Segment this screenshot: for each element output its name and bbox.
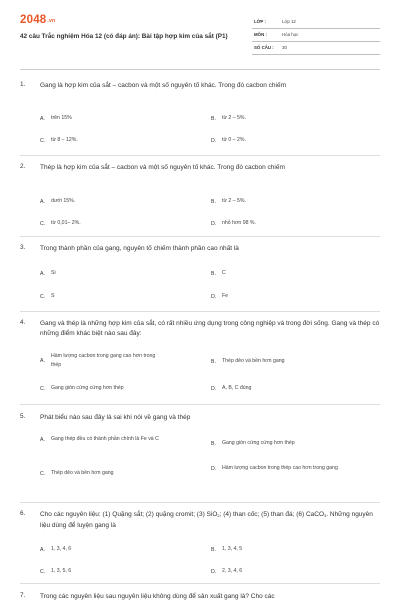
question-text: Gang là hợp kim của sắt – cacbon và một số nguyên tố khác. Trong đó cacbon chiếm [40,82,286,89]
question-text: Phát biểu nào sau đây là sai khi nói về gang và thép [40,414,191,421]
option-c[interactable] [40,567,71,576]
option-letter: A. [40,436,45,443]
question-text: Trong thành phần của gang, nguyên tố chiếm thành phần cao nhất là [40,245,239,252]
question-separator [20,583,380,584]
meta-label: MÔN : [254,32,267,37]
question-number: 6. [20,510,26,517]
option-text: C [222,270,226,276]
option-letter: D. [211,220,217,227]
question-3 [20,244,370,304]
logo-tld: .vn [47,18,56,24]
option-letter: C. [40,385,46,392]
option-d[interactable] [211,219,256,228]
question-separator [20,155,380,156]
page-title: 42 câu Trắc nghiệm Hóa 12 (có đáp án): Bài tập hợp kim của sắt (P1) [20,33,228,40]
option-letter: D. [211,568,217,575]
option-letter: A. [40,546,45,553]
option-b[interactable] [211,545,242,554]
meta-label: LỚP : [254,19,266,24]
header [20,14,380,64]
option-d[interactable] [211,292,228,301]
subscript: 3 [324,513,327,518]
option-letter: B. [211,440,216,447]
question-separator [20,311,380,312]
option-letter: B. [211,198,216,205]
option-c[interactable] [40,469,114,478]
option-text: từ 8 – 12%. [51,137,78,143]
option-a[interactable] [40,197,75,206]
question-text-part: ; (4) than cốc; (5) than đá; (6) CaCO [219,511,325,518]
meta-label: SỐ CÂU : [254,45,274,50]
question-2 [20,163,370,227]
meta-row-subject [252,29,380,42]
option-a[interactable] [40,352,200,370]
option-a[interactable] [40,269,56,278]
option-text: 1, 3, 4, 5 [222,546,243,552]
option-b[interactable] [211,114,246,123]
option-text: 1, 3, 4, 6 [51,546,72,552]
option-text: Gang giòn cứng cứng hơn thép [51,385,124,391]
option-letter: B. [211,358,216,365]
option-letter: C. [40,470,46,477]
question-text-part: Cho các nguyên liệu: (1) Quặng sắt; (2) quặng cromit; (3) SiO [40,511,218,518]
option-text: từ 2 – 5%. [222,115,246,121]
option-text: Gang giòn cứng cứng hơn thép [222,440,295,446]
question-separator [20,502,380,503]
question-5 [20,413,370,503]
option-text: dưới 15%. [51,198,76,204]
option-d[interactable] [211,136,246,145]
question-text-part: . Những nguyên liệu dùng để luyện gang là [40,511,373,529]
option-text: từ 2 – 5%. [222,198,246,204]
question-number: 2. [20,163,26,170]
question-text: Gang và thép là những hợp kim của sắt, có rất nhiều ứng dụng trong công nghiệp và trong đời sống. Gang và thép có những điểm khác biệt nào sau đây: [40,320,380,337]
option-letter: B. [211,115,216,122]
meta-row-class [252,16,380,29]
option-a[interactable] [40,435,200,444]
question-number: 5. [20,413,26,420]
option-letter: C. [40,220,46,227]
option-text: Fe [222,293,229,299]
question-separator [20,404,380,405]
option-c[interactable] [40,219,81,228]
option-text: Hàm lượng cacbon trong gang cao hơn trong thép [51,353,156,368]
option-letter: A. [40,358,45,364]
option-a[interactable] [40,114,72,123]
question-4 [20,319,380,404]
option-b[interactable] [211,357,285,366]
option-d[interactable] [211,464,381,473]
option-letter: D. [211,465,217,472]
meta-value: Hóa học [282,32,299,37]
option-letter: A. [40,115,45,122]
option-d[interactable] [211,384,251,393]
option-letter: C. [40,568,46,575]
option-text: 1, 3, 5, 6 [51,568,72,574]
option-a[interactable] [40,545,71,554]
option-text: Thép dẻo và bền hơn gang [222,358,285,364]
option-letter: C. [40,137,46,144]
header-divider [20,69,380,70]
option-c[interactable] [40,292,54,301]
option-b[interactable] [211,439,295,448]
option-letter: D. [211,385,217,392]
option-c[interactable] [40,136,78,145]
question-7 [20,592,370,600]
option-b[interactable] [211,269,226,278]
option-letter: D. [211,293,217,300]
question-text: Thép là hợp kim của sắt – cacbon và một số nguyên tố khác. Trong đó cacbon chiếm [40,164,285,171]
question-text [40,510,380,531]
option-b[interactable] [211,197,246,206]
question-number: 4. [20,319,26,326]
option-letter: B. [211,270,216,277]
question-number: 1. [20,81,26,88]
option-letter: B. [211,546,216,553]
subscript: 2 [217,513,220,518]
option-letter: A. [40,198,45,205]
option-text: nhỏ hơn 98 %. [222,220,256,226]
question-separator [20,236,380,237]
option-letter: D. [211,137,217,144]
option-text: Thép dẻo và bền hơn gang [51,470,114,476]
question-6 [20,510,373,580]
option-letter: C. [40,293,46,300]
option-text: Si [51,270,56,276]
site-logo[interactable] [20,14,55,26]
question-1 [20,81,370,144]
option-text: từ 0 – 2%. [222,137,246,143]
question-text: Trong các nguyên liệu sau nguyên liệu không dùng để sản xuất gang là? Cho các [40,593,275,600]
meta-value: 30 [282,45,287,50]
option-text: A, B, C đúng [222,385,252,391]
option-letter: A. [40,270,45,277]
option-text: Gang thép đều có thành phần chính là Fe và C [51,436,159,442]
logo-text: 2048 [20,14,47,26]
meta-table [252,16,380,55]
meta-value: Lớp 12 [282,19,296,24]
option-d[interactable] [211,567,242,576]
meta-row-count [252,42,380,55]
option-text: S [51,293,55,299]
option-text: 2, 3, 4, 6 [222,568,243,574]
question-number: 7. [20,592,26,599]
option-text: từ 0,01– 2%. [51,220,81,226]
option-text: Hàm lượng cacbon trong thép cao hơn trong gang [222,465,338,471]
question-number: 3. [20,244,26,251]
option-c[interactable] [40,384,124,393]
option-text: trên 15% [51,115,72,121]
